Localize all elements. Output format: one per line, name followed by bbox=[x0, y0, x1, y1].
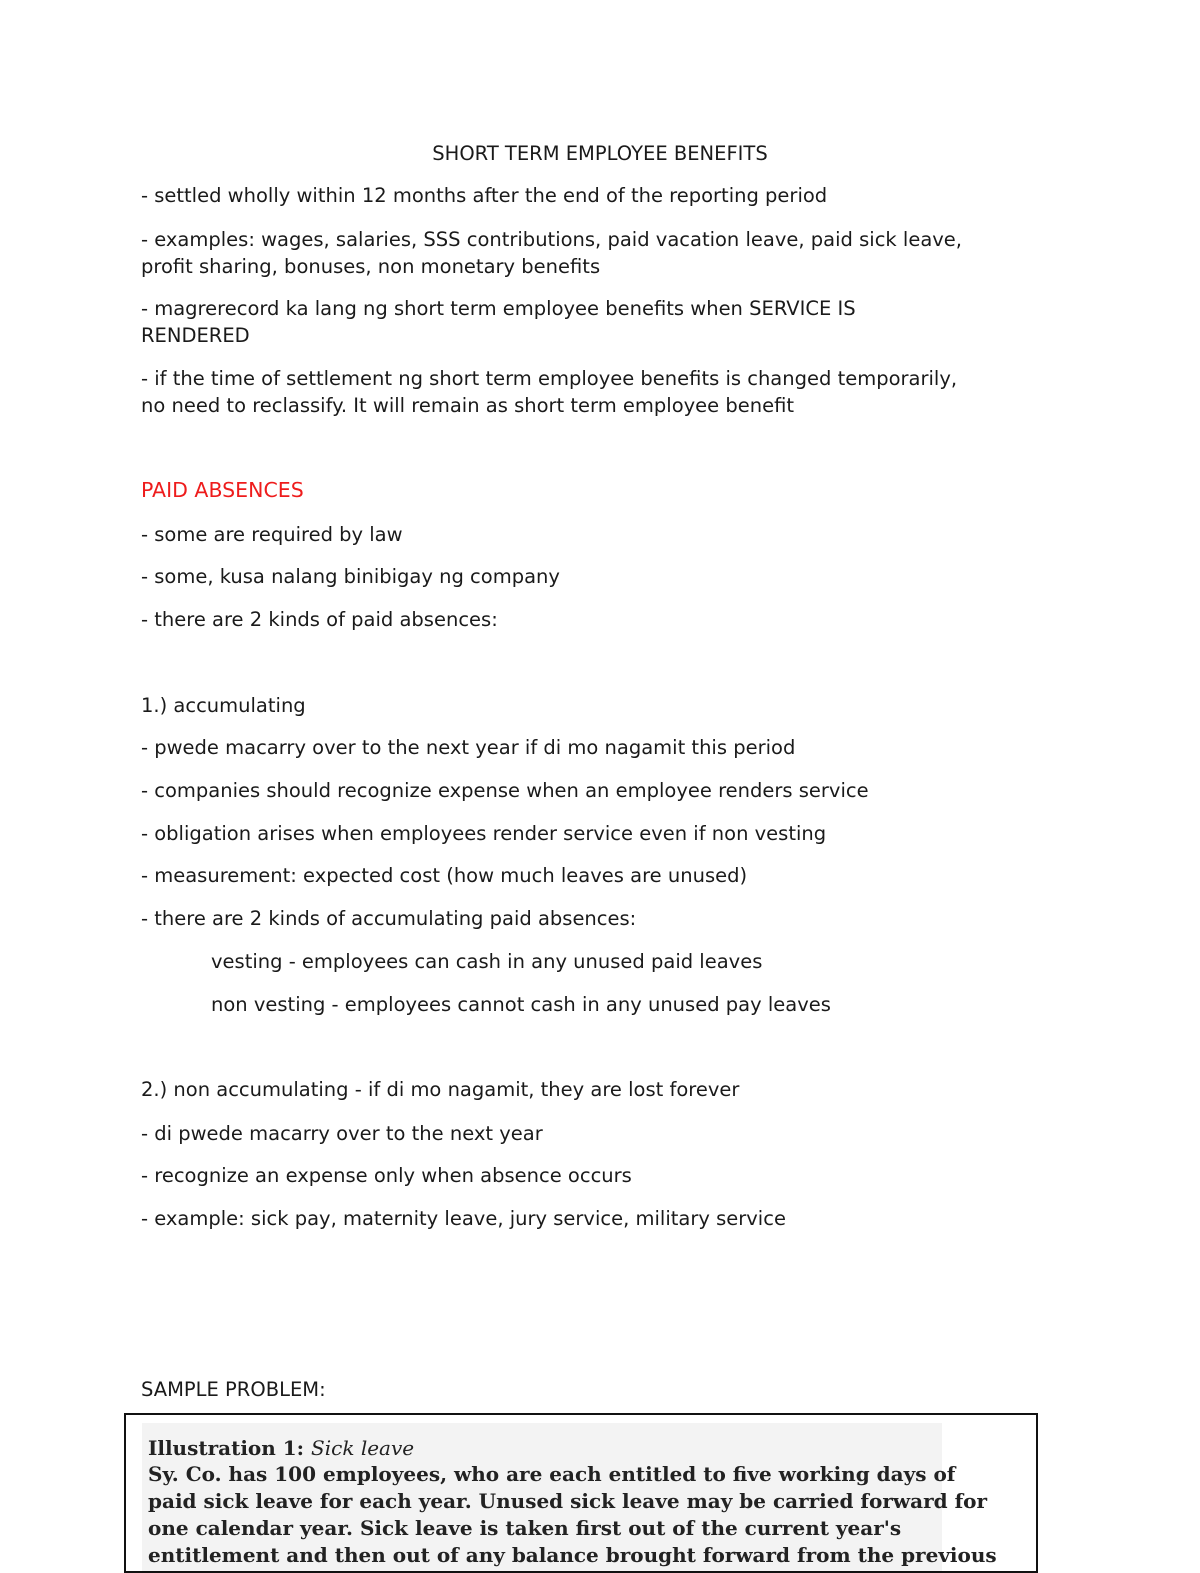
non-accumulating-line: - example: sick pay, maternity leave, jury service, military service bbox=[141, 1207, 786, 1230]
intro-line: - magrerecord ka lang ng short term employee benefits when SERVICE IS bbox=[141, 297, 856, 320]
intro-line: profit sharing, bonuses, non monetary benefits bbox=[141, 255, 601, 278]
accumulating-line: - companies should recognize expense when an employee renders service bbox=[141, 779, 869, 802]
accumulating-line: - there are 2 kinds of accumulating paid absences: bbox=[141, 907, 637, 930]
vesting-line: vesting - employees can cash in any unused paid leaves bbox=[211, 950, 763, 973]
intro-line: - settled wholly within 12 months after the end of the reporting period bbox=[141, 184, 828, 207]
paid-absences-line: - some, kusa nalang binibigay ng company bbox=[141, 565, 560, 588]
non-accumulating-line: - di pwede macarry over to the next year bbox=[141, 1122, 543, 1145]
illustration-line: Sy. Co. has 100 employees, who are each entitled to five working days of bbox=[148, 1462, 956, 1486]
illustration-line: paid sick leave for each year. Unused sick leave may be carried forward for bbox=[148, 1489, 988, 1513]
illustration-title-label: Illustration 1: bbox=[148, 1436, 305, 1460]
illustration-title bbox=[148, 1435, 414, 1462]
intro-line: - examples: wages, salaries, SSS contributions, paid vacation leave, paid sick leave, bbox=[141, 228, 962, 251]
accumulating-line: - measurement: expected cost (how much leaves are unused) bbox=[141, 864, 748, 887]
illustration-line: entitlement and then out of any balance brought forward from the previous bbox=[148, 1543, 997, 1567]
illustration-image bbox=[142, 1423, 997, 1573]
illustration-title-topic: Sick leave bbox=[311, 1436, 415, 1460]
paid-absences-line: - some are required by law bbox=[141, 523, 403, 546]
non-accumulating-heading: 2.) non accumulating - if di mo nagamit, they are lost forever bbox=[141, 1078, 740, 1101]
document-title: SHORT TERM EMPLOYEE BENEFITS bbox=[432, 142, 768, 165]
non-accumulating-line: - recognize an expense only when absence occurs bbox=[141, 1164, 632, 1187]
paid-absences-heading: PAID ABSENCES bbox=[141, 478, 304, 502]
accumulating-line: - obligation arises when employees render service even if non vesting bbox=[141, 822, 827, 845]
intro-line: - if the time of settlement ng short term employee benefits is changed temporarily, bbox=[141, 367, 958, 390]
intro-line: RENDERED bbox=[141, 324, 250, 347]
illustration-box bbox=[124, 1413, 1038, 1573]
non-vesting-line: non vesting - employees cannot cash in any unused pay leaves bbox=[211, 993, 831, 1016]
sample-problem-label: SAMPLE PROBLEM: bbox=[141, 1378, 326, 1401]
intro-line: no need to reclassify. It will remain as short term employee benefit bbox=[141, 394, 795, 417]
illustration-line: one calendar year. Sick leave is taken first out of the current year's bbox=[148, 1516, 902, 1540]
accumulating-line: - pwede macarry over to the next year if di mo nagamit this period bbox=[141, 736, 796, 759]
paid-absences-line: - there are 2 kinds of paid absences: bbox=[141, 608, 498, 631]
accumulating-heading: 1.) accumulating bbox=[141, 694, 306, 717]
